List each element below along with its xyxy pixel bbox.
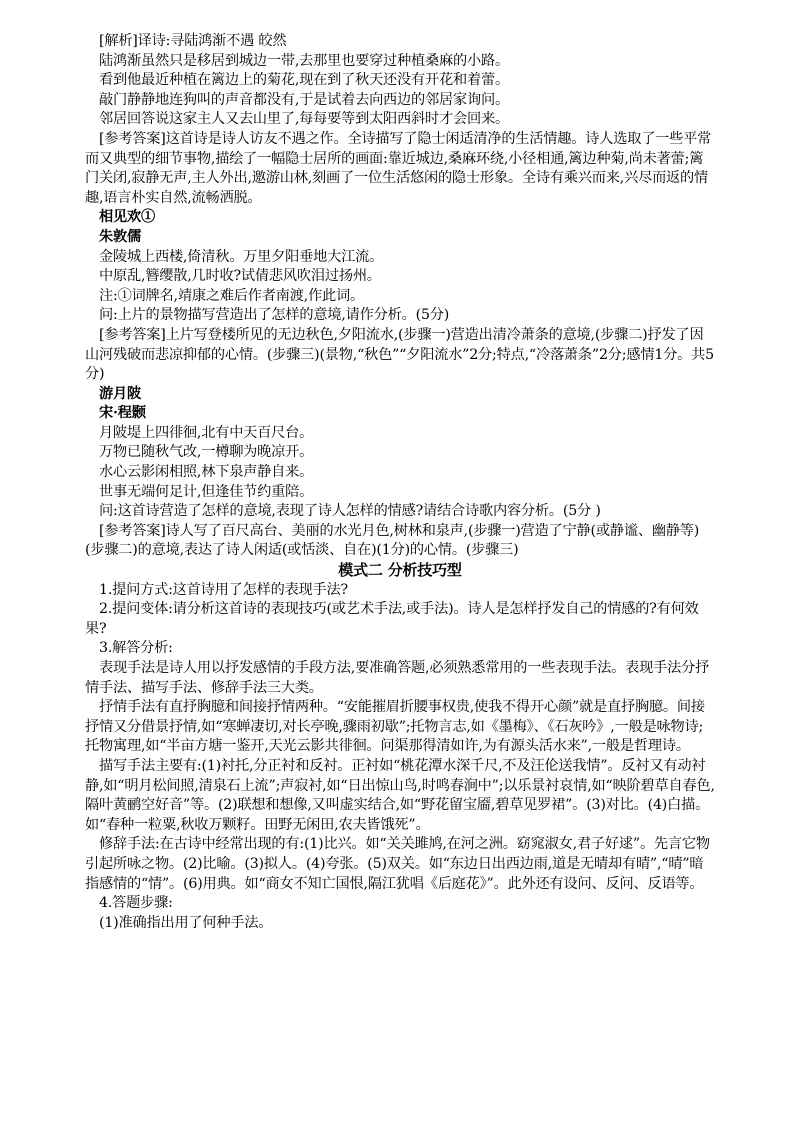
translation-line: 邻居回答说这家主人又去山里了,每每要等到太阳西斜时才会回来。 — [99, 111, 509, 128]
reference-answer: [参考答案]上片写登楼所见的无边秋色,夕阳流水,(步骤一)营造出清冷萧条的意境,(步骤二)抒发了因山河残破而悲凉抑郁的心情。(步骤三)(景物,“秋色”“夕阳流水”2分;特点,“冷落萧条”2分;感情1分。共5分) — [85, 326, 714, 383]
poem-line: 金陵城上西楼,倚清秋。万里夕阳垂地大江流。 — [99, 248, 384, 265]
poem-line: 中原乱,簪缨散,几时收?试倩悲风吹泪过扬州。 — [99, 268, 381, 285]
list-item: 1.提问方式:这首诗用了怎样的表现手法? — [99, 581, 348, 598]
paragraph: 表现手法是诗人用以抒发感情的手段方法,要准确答题,必须熟悉常用的一些表现手法。表现手法分抒情手法、描写手法、修辞手法三大类。 — [85, 660, 710, 696]
poem-line: 水心云影闲相照,林下泉声静自来。 — [99, 464, 314, 481]
translation-line: 看到他最近种植在篱边上的菊花,现在到了秋天还没有开花和着蕾。 — [99, 72, 509, 89]
paragraph: 描写手法主要有:(1)衬托,分正衬和反衬。正衬如“桃花潭水深千尺,不及汪伦送我情”。反衬又有动衬静,如“明月松间照,清泉石上流”;声寂衬,如“日出惊山鸟,时鸣春涧中”;以乐景衬哀情,如“映阶碧草自春色,隔叶黄鹂空好音”等。(2)联想和想像,又叫虚实结合,如“野花留宝靥,碧草见罗裙”。(3)对比。(4)白描。如“春种一粒粟,秋收万颗籽。田野无闲田,农夫皆饿死”。 — [85, 757, 715, 833]
poem-title: 游月陂 — [99, 385, 141, 402]
question: 问:上片的景物描写营造出了怎样的意境,请作分析。(5分) — [99, 307, 450, 324]
list-item: 4.答题步骤: — [99, 895, 173, 912]
translation-line: 敲门静静地连狗叫的声音都没有,于是试着去向西边的邻居家询问。 — [99, 91, 509, 108]
list-item: (1)准确指出用了何种手法。 — [99, 914, 273, 931]
question: 问:这首诗营造了怎样的意境,表现了诗人怎样的情感?请结合诗歌内容分析。(5分 ) — [99, 503, 601, 520]
analysis-label: [解析]译诗:寻陆鸿渐不遇 皎然 — [99, 33, 287, 49]
paragraph: 抒情手法有直抒胸臆和间接抒情两种。“安能摧眉折腰事权贵,使我不得开心颜”就是直抒胸臆。间接抒情又分借景抒情,如“寒蝉凄切,对长亭晚,骤雨初歇”;托物言志,如《墨梅》、《石灰吟》,一般是咏物诗;托物寓理,如“半亩方塘一鉴开,天光云影共徘徊。问渠那得清如许,为有源头活水来”,一般是哲理诗。 — [85, 699, 705, 755]
poem-title: 相见欢① — [99, 209, 155, 226]
poem-author: 宋·程颢 — [99, 405, 146, 422]
poem-line: 世事无端何足计,但逢佳节约重陪。 — [99, 483, 314, 500]
reference-answer: [参考答案]诗人写了百尺高台、美丽的水光月色,树林和泉声,(步骤一)营造了宁静(或静谧、幽静等)(步骤二)的意境,表达了诗人闲适(或恬淡、自在)(1分)的心情。(步骤三) — [85, 522, 700, 559]
document-page — [85, 32, 715, 933]
section-heading: 模式二 分析技巧型 — [338, 561, 462, 580]
poem-author: 朱敦儒 — [99, 228, 141, 245]
list-item: 2.提问变体:请分析这首诗的表现技巧(或艺术手法,或手法)。诗人是怎样抒发自己的情感的?有何效果? — [85, 601, 699, 637]
reference-answer: [参考答案]这首诗是诗人访友不遇之作。全诗描写了隐士闲适清净的生活情趣。诗人选取了一些平常而又典型的细节事物,描绘了一幅隐士居所的画面:靠近城边,桑麻环绕,小径相通,篱边种菊,尚未著蕾;篱门关闭,寂静无声,主人外出,邀游山林,刻画了一位生活悠闲的隐士形象。全诗有乘兴而来,兴尽而返的情趣,语言朴实自然,流畅洒脱。 — [85, 130, 712, 206]
poem-line: 月陂堤上四徘徊,北有中天百尺台。 — [99, 424, 314, 441]
list-item: 3.解答分析: — [99, 640, 173, 657]
poem-note: 注:①词牌名,靖康之难后作者南渡,作此词。 — [99, 287, 364, 304]
paragraph: 修辞手法:在古诗中经常出现的有:(1)比兴。如“关关雎鸠,在河之洲。窈窕淑女,君子好逑”。先言它物引起所咏之物。(2)比喻。(3)拟人。(4)夸张。(5)双关。如“东边日出西边雨,道是无晴却有晴”,“晴”暗指感情的“情”。(6)用典。如“商女不知亡国恨,隔江犹唱《后庭花》”。此外还有设问、反问、反语等。 — [85, 836, 710, 892]
translation-line: 陆鸿渐虽然只是移居到城边一带,去那里也要穿过种植桑麻的小路。 — [99, 52, 509, 69]
poem-line: 万物已随秋气改,一樽聊为晚凉开。 — [99, 444, 314, 461]
